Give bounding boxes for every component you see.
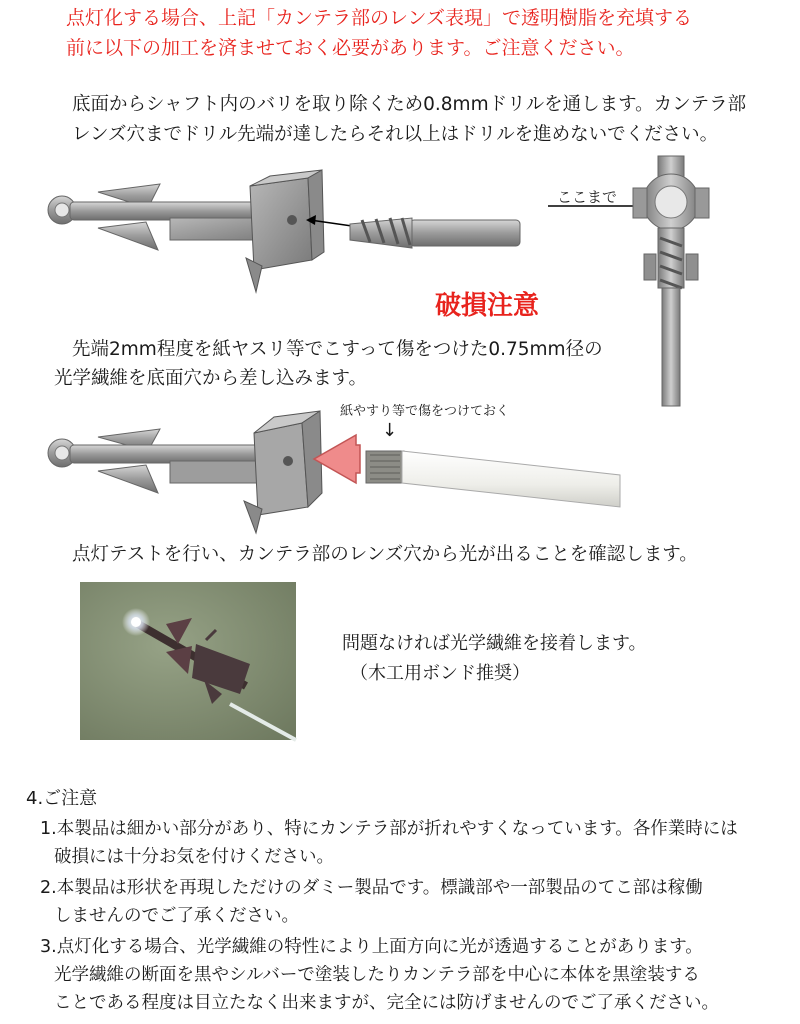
intro-warning-line1: 点灯化する場合、上記「カンテラ部のレンズ表現」で透明樹脂を充填する (66, 7, 692, 29)
caution-3-line2: 光学繊維の断面を黒やシルバーで塗装したりカンテラ部を中心に本体を黒塗装する (54, 965, 700, 985)
part-fiber-figure (40, 415, 630, 535)
caution-2-line2: しませんのでご了承ください。 (54, 906, 299, 926)
fiber-step-line1: 先端2mm程度を紙ヤスリ等でこすって傷をつけた0.75mm径の (72, 339, 603, 360)
test-step: 点灯テストを行い、カンテラ部のレンズ穴から光が出ることを確認します。 (72, 544, 698, 565)
intro-warning-line2: 前に以下の加工を済ませておく必要があります。ご注意ください。 (66, 37, 635, 59)
danger-label: 破損注意 (435, 291, 540, 321)
caution-1-line1: 1.本製品は細かい部分があり、特にカンテラ部が折れやすくなっています。各作業時には (40, 819, 738, 839)
fiber-step-line2: 光学繊維を底面穴から差し込みます。 (54, 368, 368, 389)
caution-3-line3: ことである程度は目立たなく出来ますが、完全には防げませんのでご了承ください。 (54, 993, 719, 1013)
glue-note-line2: （木工用ボンド推奨） (350, 663, 530, 684)
drill-step-line1: 底面からシャフト内のバリを取り除くため0.8mmドリルを通します。カンテラ部 (72, 94, 747, 115)
lantern-vertical-figure (540, 150, 720, 410)
scratch-arrow: ↓ (382, 420, 398, 441)
drill-step-line2: レンズ穴までドリル先端が達したらそれ以上はドリルを進めないでください。 (72, 124, 719, 145)
lighting-test-photo (80, 582, 296, 740)
callout-here-label: ここまで (557, 188, 618, 206)
caution-3-line1: 3.点灯化する場合、光学繊維の特性により上面方向に光が透過することがあります。 (40, 937, 703, 957)
glue-note-line1: 問題なければ光学繊維を接着します。 (342, 633, 647, 654)
scratch-label: 紙やすり等で傷をつけておく (340, 404, 510, 419)
caution-1-line2: 破損には十分お気を付けください。 (54, 847, 334, 867)
cautions-heading: 4.ご注意 (26, 788, 98, 809)
caution-2-line1: 2.本製品は形状を再現しただけのダミー製品です。標識部や一部製品のてこ部は稼働 (40, 878, 703, 898)
part-drill-figure (40, 170, 530, 300)
